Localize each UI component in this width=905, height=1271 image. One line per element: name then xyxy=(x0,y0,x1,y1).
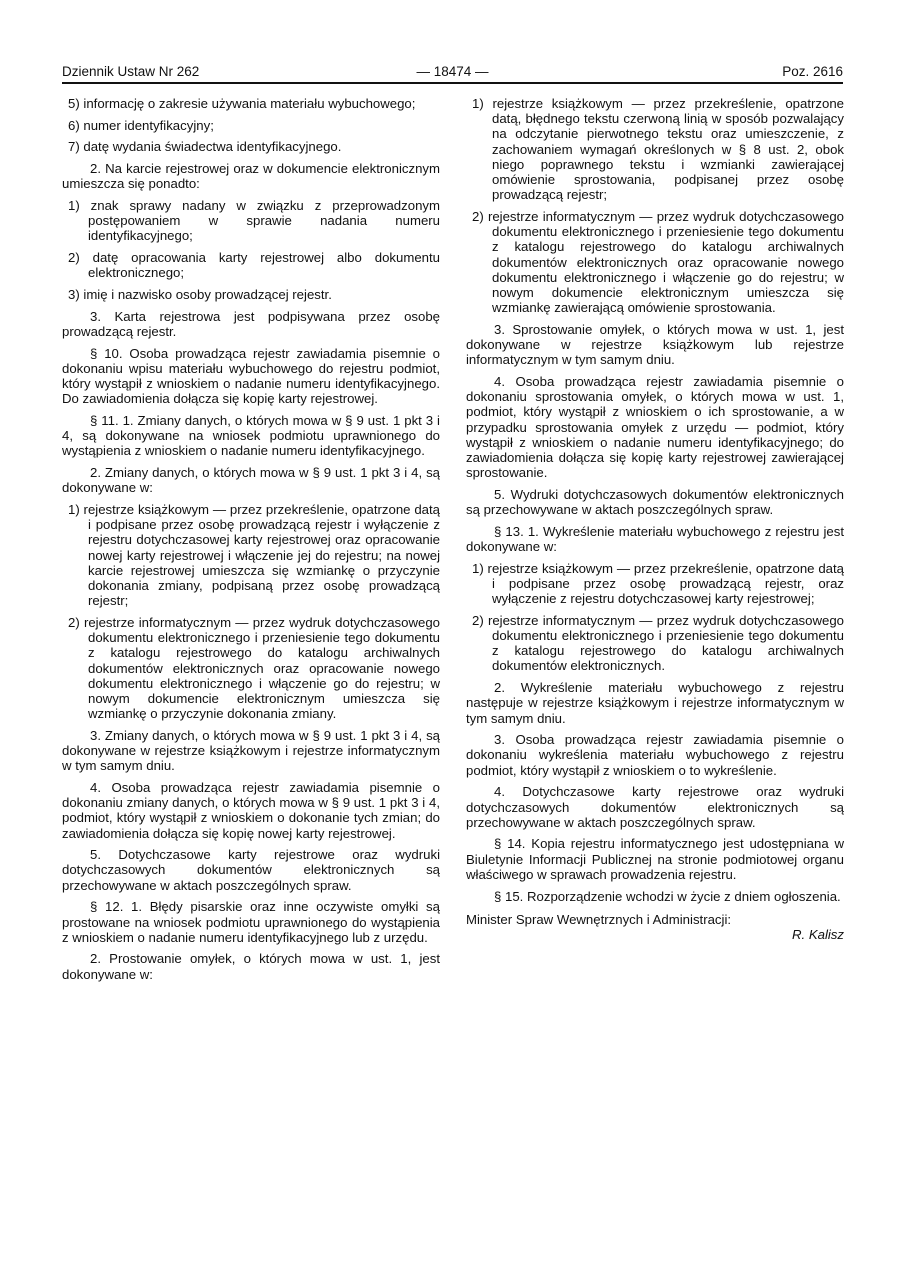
list-item: 3) imię i nazwisko osoby prowadzącej rejestr. xyxy=(68,287,332,303)
paragraph: 3. Karta rejestrowa jest podpisywana przez osobę prowadzącą rejestr. xyxy=(62,308,440,339)
list-item: 1) znak sprawy nadany w związku z przeprowadzonym postępowaniem w sprawie nadania numeru identyfikacyjnego; xyxy=(68,198,440,244)
position-number: Poz. 2616 xyxy=(782,64,843,79)
page-header xyxy=(62,64,843,84)
paragraph: 3. Osoba prowadząca rejestr zawiadamia pisemnie o dokonaniu wykreślenia materiału wybuchowego z rejestru podmiot, który wystąpił z wnioskiem o to wykreślenie. xyxy=(466,732,844,778)
list-item: 2) rejestrze informatycznym — przez wydruk dotychczasowego dokumentu elektronicznego i przeniesienie tego dokumentu z katalogu rejestrowego do katalogu archiwalnych dokumentów elektronicznych oraz opracowanie nowego dokumentu elektronicznego i włączenie go do rejestru; w nowym dokumencie elektronicznym umieszcza się wzmiankę o przyczynie dokonania zmiany. xyxy=(68,614,440,722)
list-item: 2) rejestrze informatycznym — przez wydruk dotychczasowego dokumentu elektronicznego i przeniesienie tego dokumentu z katalogu rejestrowego do katalogu archiwalnych dokumentów elektronicznych. xyxy=(472,612,844,674)
list-item: 1) rejestrze książkowym — przez przekreślenie, opatrzone datą i podpisane przez osobę prowadzącą rejestr, oraz wyłączenie z rejestru dotychczasowej karty rejestrowej; xyxy=(472,560,844,607)
paragraph: 4. Dotychczasowe karty rejestrowe oraz wydruki dotychczasowych dokumentów elektronicznych są przechowywane w aktach poszczególnych spraw. xyxy=(466,784,844,830)
paragraph: § 12. 1. Błędy pisarskie oraz inne oczywiste omyłki są prostowane na wniosek podmiotu uprawnionego do wystąpienia z wnioskiem o nadanie numeru identyfikacyjnego lub z urzędu. xyxy=(62,899,440,945)
list-item: 5) informację o zakresie używania materiału wybuchowego; xyxy=(68,96,416,111)
paragraph: 2. Wykreślenie materiału wybuchowego z rejestru następuje w rejestrze książkowym i rejestrze informatycznym w tym samym dniu. xyxy=(466,680,844,726)
paragraph: § 10. Osoba prowadząca rejestr zawiadamia pisemnie o dokonaniu wpisu materiału wybuchowego do rejestru podmiot, który wystąpił z wnioskiem o nadanie numeru identyfikacyjnego. Do zawiadomienia dołącza się kopię karty rejestrowej. xyxy=(62,345,440,407)
paragraph: 2. Prostowanie omyłek, o których mowa w ust. 1, jest dokonywane w: xyxy=(62,951,440,982)
list-item: 2) rejestrze informatycznym — przez wydruk dotychczasowego dokumentu elektronicznego i przeniesienie tego dokumentu z katalogu rejestrowego do katalogu archiwalnych dokumentów elektronicznych oraz opracowanie nowego dokumentu elektronicznego i włączenie go do rejestru; w nowym dokumencie elektronicznym umieszcza się wzmiankę zawierającą omówienie sprostowania. xyxy=(472,208,844,316)
paragraph: § 11. 1. Zmiany danych, o których mowa w § 9 ust. 1 pkt 3 i 4, są dokonywane na wniosek podmiotu uprawnionego do wystąpienia z wnioskiem o nadanie numeru identyfikacyjnego. xyxy=(62,412,440,459)
right-column xyxy=(466,96,844,949)
paragraph: 5. Wydruki dotychczasowych dokumentów elektronicznych są przechowywane w aktach poszczególnych spraw. xyxy=(466,486,844,518)
paragraph: § 15. Rozporządzenie wchodzi w życie z dniem ogłoszenia. xyxy=(494,888,841,904)
page-number: — 18474 — xyxy=(416,64,489,79)
paragraph: 4. Osoba prowadząca rejestr zawiadamia pisemnie o dokonaniu zmiany danych, o których mowa w § 9 ust. 1 pkt 3 i 4, podmiot, który wystąpił z wnioskiem o dokonanie tych zmian; do zawiadomienia dołącza się kopię nowej karty rejestrowej. xyxy=(62,779,440,841)
left-column xyxy=(62,96,440,988)
list-item: 2) datę opracowania karty rejestrowej albo dokumentu elektronicznego; xyxy=(68,250,440,281)
paragraph: 5. Dotychczasowe karty rejestrowe oraz wydruki dotychczasowych dokumentów elektronicznych są przechowywane w aktach poszczególnych spraw. xyxy=(62,847,440,893)
list-item: 6) numer identyfikacyjny; xyxy=(68,117,214,133)
list-item: 7) datę wydania świadectwa identyfikacyjnego. xyxy=(68,139,342,155)
paragraph: 2. Na karcie rejestrowej oraz w dokumencie elektronicznym umieszcza się ponadto: xyxy=(62,161,440,192)
paragraph: 3. Zmiany danych, o których mowa w § 9 ust. 1 pkt 3 i 4, są dokonywane w rejestrze książkowym i rejestrze informatycznym w tym samym dniu. xyxy=(62,727,440,774)
paragraph: § 13. 1. Wykreślenie materiału wybuchowego z rejestru jest dokonywane w: xyxy=(466,523,844,554)
paragraph: 3. Sprostowanie omyłek, o których mowa w ust. 1, jest dokonywane w rejestrze książkowym lub rejestrze informatycznym w tym samym dniu. xyxy=(466,321,844,368)
paragraph: § 14. Kopia rejestru informatycznego jest udostępniana w Biuletynie Informacji Publicznej na stronie podmiotowej organu właściwego w sprawach prowadzenia rejestru. xyxy=(466,836,844,882)
signature-name: R. Kalisz xyxy=(791,926,844,942)
list-item: 1) rejestrze książkowym — przez przekreślenie, opatrzone datą, błędnego tekstu czerwoną linią w sposób pozwalający na odczytanie pierwotnego tekstu oraz umieszczenie, z zachowaniem wymagań określonych w § 8 ust. 2, obok niego poprawnego tekstu i wzmianki zawierającej omówienie sprostowania, podpisanej przez osobę prowadzącą rejestr; xyxy=(472,96,844,203)
list-item: 1) rejestrze książkowym — przez przekreślenie, opatrzone datą i podpisane przez osobę prowadzącą rejestr i wyłączenie z rejestru dotychczasowej karty rejestrowej oraz opracowanie nowej karty rejestrowej i włączenie jej do rejestru; na nowej karcie rejestrowej umieszcza się wzmiankę o przyczynie dokonania zmiany, podpisaną przez osobę prowadzącą rejestr; xyxy=(68,501,440,609)
paragraph: 2. Zmiany danych, o których mowa w § 9 ust. 1 pkt 3 i 4, są dokonywane w: xyxy=(62,465,440,496)
journal-title: Dziennik Ustaw Nr 262 xyxy=(62,64,200,79)
paragraph: 4. Osoba prowadząca rejestr zawiadamia pisemnie o dokonaniu sprostowania omyłek, o których mowa w ust. 1, podmiot, który wystąpił z wnioskiem o ich sprostowanie, a w przypadku sprostowania omyłek z urzędu — podmiot, który wystąpił z wnioskiem o nadanie numeru identyfikacyjnego; do zawiadomienia dołącza się kopię karty rejestrowej zawierającej sprostowanie. xyxy=(466,373,844,481)
signature-title: Minister Spraw Wewnętrznych i Administracji: xyxy=(466,911,732,927)
